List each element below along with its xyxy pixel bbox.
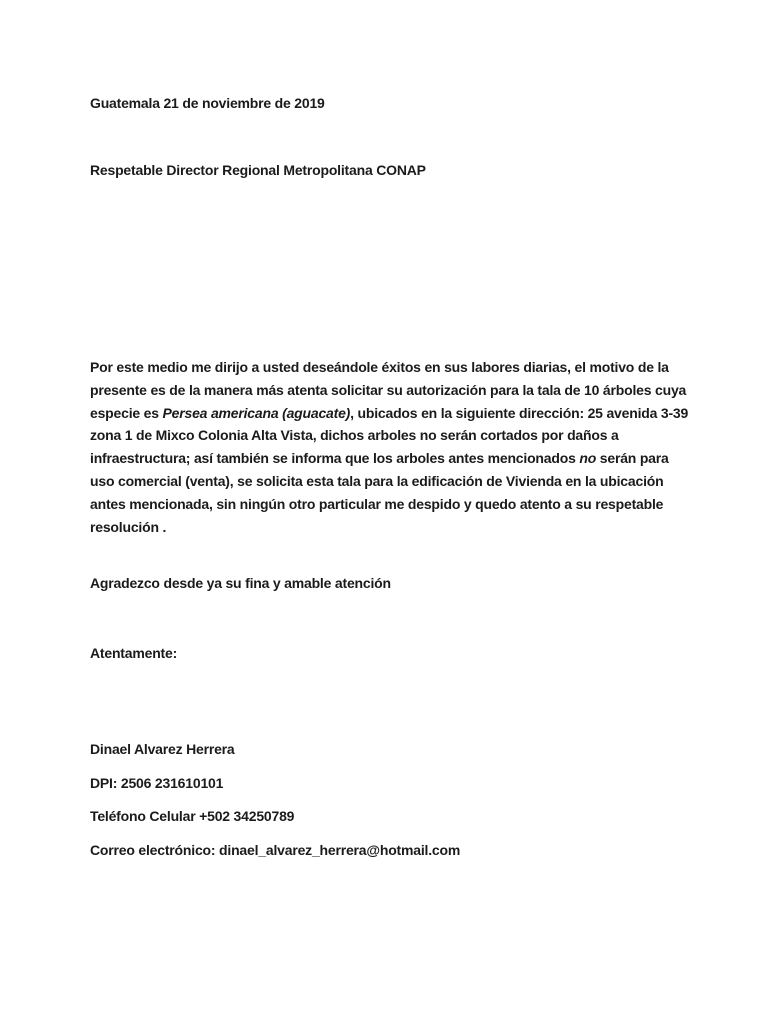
letter-body-paragraph — [90, 356, 690, 538]
letter-thanks: Agradezco desde ya su fina y amable atención — [90, 575, 391, 591]
body-segment-3: , ubicados en la siguiente dirección: 25 avenida 3-39 zona 1 de Mixco Colonia Alta Vista, dichos arboles no serán cortados por daños a infraestructura; así también se informa que los arboles antes mencionados — [90, 404, 689, 467]
signature-dpi: DPI: 2506 231610101 — [90, 775, 224, 791]
letter-date: Guatemala 21 de noviembre de 2019 — [90, 95, 325, 111]
letter-recipient: Respetable Director Regional Metropolitana CONAP — [90, 162, 426, 178]
body-segment-species-italic: Persea americana (aguacate) — [162, 404, 351, 421]
body-segment-5: serán para uso comercial (venta), se solicita esta tala para la edificación de Vivienda en la ubicación antes mencionada, sin ningún otro particular me despido y quedo atento a su respetable resolución . — [90, 450, 669, 535]
letter-closing: Atentamente: — [90, 645, 178, 661]
signature-email: Correo electrónico: dinael_alvarez_herrera@hotmail.com — [90, 842, 461, 858]
signature-phone: Teléfono Celular +502 34250789 — [90, 808, 295, 824]
body-segment-1: Por este medio me dirijo a usted deseándole éxitos en sus labores diarias, el motivo de la presente es de la manera más atenta solicitar su autorización para la tala de 10 árboles cuya especie es — [90, 359, 687, 421]
body-segment-no-italic: no — [579, 450, 597, 467]
signature-name: Dinael Alvarez Herrera — [90, 741, 235, 757]
